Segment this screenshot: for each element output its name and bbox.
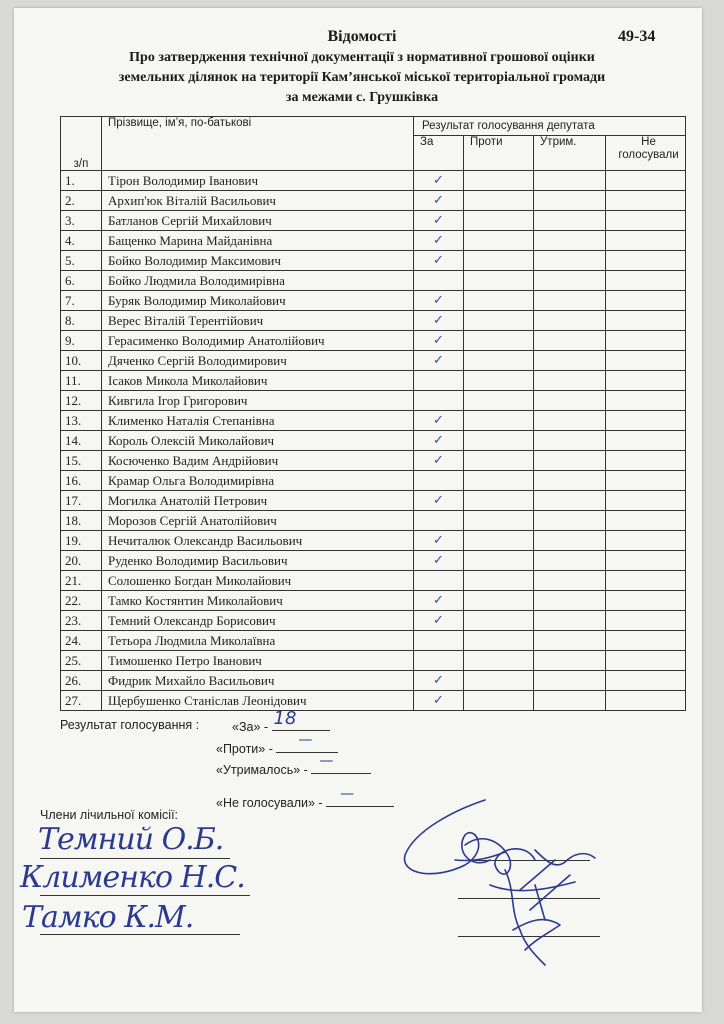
row-vote-ne: [606, 271, 686, 291]
row-vote-proty: [464, 211, 534, 231]
row-name: Тетьора Людмила Миколаївна: [102, 631, 414, 651]
row-vote-za: ✓: [414, 691, 464, 711]
row-number: 15.: [61, 451, 102, 471]
row-vote-proty: [464, 511, 534, 531]
row-vote-utrym: [534, 251, 606, 271]
table-row: [61, 471, 686, 491]
row-vote-utrym: [534, 571, 606, 591]
row-number: 10.: [61, 351, 102, 371]
row-vote-proty: [464, 171, 534, 191]
row-vote-utrym: [534, 671, 606, 691]
row-vote-za: [414, 511, 464, 531]
row-vote-ne: [606, 691, 686, 711]
table-row: [61, 651, 686, 671]
row-vote-za: ✓: [414, 411, 464, 431]
table-row: [61, 211, 686, 231]
row-name: Верес Віталій Терентійович: [102, 311, 414, 331]
voting-table-body: [61, 171, 686, 711]
row-vote-ne: [606, 231, 686, 251]
row-vote-proty: [464, 631, 534, 651]
table-row: [61, 371, 686, 391]
table-row: [61, 591, 686, 611]
header-utrym: Утрим.: [534, 136, 606, 171]
result-za-line: [272, 708, 330, 731]
row-vote-utrym: [534, 351, 606, 371]
row-vote-proty: [464, 431, 534, 451]
row-vote-proty: [464, 691, 534, 711]
row-vote-za: ✓: [414, 191, 464, 211]
table-row: [61, 171, 686, 191]
row-number: 27.: [61, 691, 102, 711]
result-utrym: [216, 753, 371, 777]
row-vote-proty: [464, 231, 534, 251]
row-vote-utrym: [534, 431, 606, 451]
row-vote-za: ✓: [414, 591, 464, 611]
row-vote-proty: [464, 491, 534, 511]
row-name: Бойко Володимир Максимович: [102, 251, 414, 271]
row-vote-ne: [606, 311, 686, 331]
row-vote-za: ✓: [414, 431, 464, 451]
row-vote-za: [414, 391, 464, 411]
row-name: Батланов Сергій Михайлович: [102, 211, 414, 231]
row-vote-ne: [606, 611, 686, 631]
row-number: 13.: [61, 411, 102, 431]
row-vote-proty: [464, 351, 534, 371]
row-name: Ісаков Микола Миколайович: [102, 371, 414, 391]
row-number: 22.: [61, 591, 102, 611]
result-utrym-value: —: [319, 753, 334, 769]
row-vote-ne: [606, 211, 686, 231]
document-code: 49-34: [618, 28, 656, 45]
document-title: Відомості: [327, 28, 397, 45]
row-vote-utrym: [534, 411, 606, 431]
row-name: Нечиталюк Олександр Васильович: [102, 531, 414, 551]
row-vote-utrym: [534, 191, 606, 211]
row-vote-proty: [464, 531, 534, 551]
table-row: [61, 451, 686, 471]
table-row: [61, 571, 686, 591]
row-vote-proty: [464, 371, 534, 391]
row-vote-ne: [606, 431, 686, 451]
row-vote-utrym: [534, 491, 606, 511]
row-vote-proty: [464, 571, 534, 591]
row-vote-za: ✓: [414, 311, 464, 331]
row-vote-za: [414, 371, 464, 391]
table-row: [61, 391, 686, 411]
row-vote-proty: [464, 191, 534, 211]
row-vote-utrym: [534, 231, 606, 251]
row-name: Кивгила Ігор Григорович: [102, 391, 414, 411]
row-vote-utrym: [534, 331, 606, 351]
row-number: 26.: [61, 671, 102, 691]
row-vote-proty: [464, 611, 534, 631]
header-ne-line1: Не: [641, 136, 656, 148]
row-vote-ne: [606, 191, 686, 211]
row-number: 2.: [61, 191, 102, 211]
row-vote-ne: [606, 391, 686, 411]
row-vote-ne: [606, 511, 686, 531]
row-number: 5.: [61, 251, 102, 271]
row-name: Фидрик Михайло Васильович: [102, 671, 414, 691]
row-vote-za: ✓: [414, 351, 464, 371]
result-ne-label: «Не голосували» -: [216, 796, 323, 810]
row-name: Дяченко Сергій Володимирович: [102, 351, 414, 371]
row-name: Щербушенко Станіслав Леонідович: [102, 691, 414, 711]
header-result: Результат голосування депутата: [414, 117, 686, 136]
row-vote-utrym: [534, 271, 606, 291]
row-vote-za: ✓: [414, 671, 464, 691]
document-subtitle-line1: Про затвердження технічної документації з нормативної грошової оцінки: [129, 50, 595, 65]
table-row: [61, 351, 686, 371]
row-number: 12.: [61, 391, 102, 411]
row-name: Клименко Наталія Степанівна: [102, 411, 414, 431]
result-za-label: «За» -: [232, 720, 269, 734]
row-number: 9.: [61, 331, 102, 351]
table-row: [61, 431, 686, 451]
row-vote-ne: [606, 291, 686, 311]
row-number: 16.: [61, 471, 102, 491]
row-vote-ne: [606, 651, 686, 671]
row-vote-proty: [464, 251, 534, 271]
row-vote-utrym: [534, 171, 606, 191]
row-number: 19.: [61, 531, 102, 551]
row-vote-za: ✓: [414, 291, 464, 311]
row-vote-proty: [464, 331, 534, 351]
row-vote-proty: [464, 591, 534, 611]
row-vote-ne: [606, 331, 686, 351]
row-vote-za: [414, 271, 464, 291]
header-name: Прізвище, ім’я, по-батькові: [102, 117, 414, 171]
row-name: Король Олексій Миколайович: [102, 431, 414, 451]
header-proty: Проти: [464, 136, 534, 171]
row-vote-za: ✓: [414, 551, 464, 571]
header-ne-line2: голосували: [618, 149, 679, 161]
row-vote-ne: [606, 531, 686, 551]
row-number: 20.: [61, 551, 102, 571]
row-vote-ne: [606, 571, 686, 591]
row-vote-proty: [464, 651, 534, 671]
table-row: [61, 671, 686, 691]
row-vote-proty: [464, 311, 534, 331]
result-ne-line: [326, 786, 394, 807]
commission-signature-line-1: [40, 858, 230, 859]
row-number: 7.: [61, 291, 102, 311]
row-vote-za: [414, 571, 464, 591]
row-number: 8.: [61, 311, 102, 331]
row-name: Могилка Анатолій Петрович: [102, 491, 414, 511]
commission-signature-3: Тамко К.М.: [22, 900, 194, 935]
table-row: [61, 551, 686, 571]
result-ne-value: —: [340, 786, 355, 802]
row-number: 24.: [61, 631, 102, 651]
row-vote-utrym: [534, 451, 606, 471]
result-ne: [216, 786, 394, 810]
row-number: 3.: [61, 211, 102, 231]
result-utrym-line: [311, 753, 371, 774]
row-vote-ne: [606, 371, 686, 391]
result-proty-value: —: [298, 732, 313, 748]
row-number: 18.: [61, 511, 102, 531]
row-vote-utrym: [534, 211, 606, 231]
row-vote-za: ✓: [414, 491, 464, 511]
table-row: [61, 611, 686, 631]
row-name: Морозов Сергій Анатолійович: [102, 511, 414, 531]
document-subtitle-line2: земельних ділянок на території Кам’янської міської територіальної громади: [118, 70, 606, 85]
commission-signature-2: Клименко Н.С.: [20, 860, 245, 895]
row-vote-za: ✓: [414, 251, 464, 271]
row-vote-utrym: [534, 291, 606, 311]
row-number: 17.: [61, 491, 102, 511]
row-vote-za: ✓: [414, 231, 464, 251]
row-name: Буряк Володимир Миколайович: [102, 291, 414, 311]
result-za: [232, 708, 330, 734]
table-row: [61, 491, 686, 511]
table-row: [61, 191, 686, 211]
row-vote-ne: [606, 631, 686, 651]
table-row: [61, 331, 686, 351]
row-vote-za: [414, 651, 464, 671]
table-row: [61, 691, 686, 711]
row-vote-ne: [606, 451, 686, 471]
row-number: 1.: [61, 171, 102, 191]
row-number: 4.: [61, 231, 102, 251]
voting-table: [60, 116, 686, 711]
header-number: з/п: [61, 117, 102, 171]
row-vote-za: [414, 471, 464, 491]
row-name: Руденко Володимир Васильович: [102, 551, 414, 571]
row-vote-utrym: [534, 371, 606, 391]
result-proty-line: [276, 732, 338, 753]
row-name: Тамко Костянтин Миколайович: [102, 591, 414, 611]
row-vote-utrym: [534, 511, 606, 531]
table-row: [61, 631, 686, 651]
row-vote-za: ✓: [414, 611, 464, 631]
row-name: Тимошенко Петро Іванович: [102, 651, 414, 671]
row-vote-za: ✓: [414, 531, 464, 551]
row-vote-proty: [464, 271, 534, 291]
table-row: [61, 251, 686, 271]
row-vote-utrym: [534, 311, 606, 331]
result-za-value: 18: [273, 708, 297, 729]
table-row: [61, 291, 686, 311]
row-vote-proty: [464, 471, 534, 491]
table-row: [61, 511, 686, 531]
row-vote-proty: [464, 451, 534, 471]
results-label: Результат голосування :: [60, 718, 200, 732]
result-utrym-label: «Утрималось» -: [216, 763, 308, 777]
row-vote-ne: [606, 591, 686, 611]
row-number: 11.: [61, 371, 102, 391]
row-name: Бойко Людмила Володимирівна: [102, 271, 414, 291]
commission-label: Члени лічильної комісії:: [40, 808, 179, 822]
row-vote-za: ✓: [414, 451, 464, 471]
row-name: Косюченко Вадим Андрійович: [102, 451, 414, 471]
row-vote-proty: [464, 411, 534, 431]
row-number: 25.: [61, 651, 102, 671]
row-vote-ne: [606, 171, 686, 191]
row-vote-proty: [464, 671, 534, 691]
row-number: 23.: [61, 611, 102, 631]
row-number: 6.: [61, 271, 102, 291]
row-vote-ne: [606, 251, 686, 271]
row-number: 14.: [61, 431, 102, 451]
row-name: Темний Олександр Борисович: [102, 611, 414, 631]
result-proty-label: «Проти» -: [216, 742, 273, 756]
commission-signature-1: Темний О.Б.: [38, 822, 224, 857]
row-vote-utrym: [534, 551, 606, 571]
row-vote-za: [414, 631, 464, 651]
row-name: Герасименко Володимир Анатолійович: [102, 331, 414, 351]
row-vote-proty: [464, 391, 534, 411]
handwritten-signature-image: [395, 790, 615, 980]
row-vote-ne: [606, 471, 686, 491]
row-vote-ne: [606, 351, 686, 371]
row-vote-utrym: [534, 631, 606, 651]
header-ne-holosuvaly: [606, 136, 686, 171]
row-vote-za: ✓: [414, 331, 464, 351]
row-vote-utrym: [534, 591, 606, 611]
row-vote-utrym: [534, 391, 606, 411]
row-vote-utrym: [534, 471, 606, 491]
commission-signature-line-2: [40, 895, 250, 896]
row-name: Крамар Ольга Володимирівна: [102, 471, 414, 491]
row-number: 21.: [61, 571, 102, 591]
row-vote-ne: [606, 671, 686, 691]
row-vote-utrym: [534, 531, 606, 551]
row-vote-ne: [606, 551, 686, 571]
row-vote-utrym: [534, 611, 606, 631]
row-vote-ne: [606, 411, 686, 431]
table-row: [61, 411, 686, 431]
table-row: [61, 231, 686, 251]
document-subtitle-line3: за межами с. Грушківка: [285, 90, 439, 105]
row-vote-utrym: [534, 691, 606, 711]
header-za: За: [414, 136, 464, 171]
row-vote-proty: [464, 551, 534, 571]
row-name: Солошенко Богдан Миколайович: [102, 571, 414, 591]
row-vote-za: ✓: [414, 171, 464, 191]
table-row: [61, 311, 686, 331]
row-name: Тірон Володимир Іванович: [102, 171, 414, 191]
row-vote-ne: [606, 491, 686, 511]
row-vote-za: ✓: [414, 211, 464, 231]
row-name: Архип'юк Віталій Васильович: [102, 191, 414, 211]
row-vote-utrym: [534, 651, 606, 671]
table-row: [61, 531, 686, 551]
row-vote-proty: [464, 291, 534, 311]
row-name: Бащенко Марина Майданівна: [102, 231, 414, 251]
table-row: [61, 271, 686, 291]
